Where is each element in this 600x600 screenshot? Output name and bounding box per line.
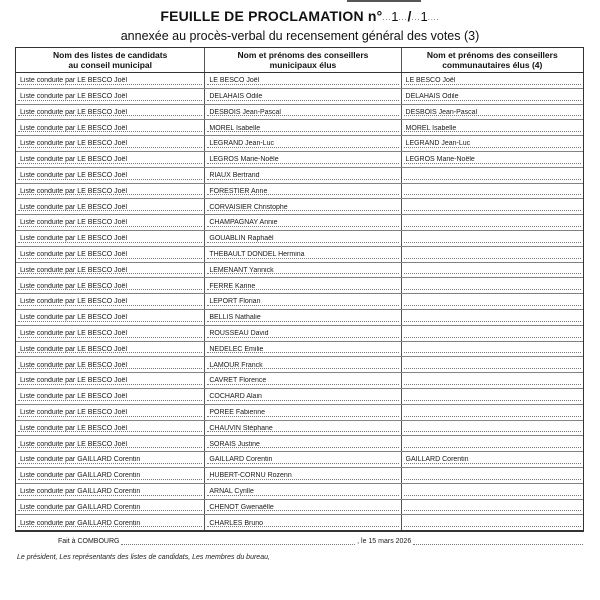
dotted-fill-line [413, 544, 583, 545]
cell-liste [16, 278, 205, 293]
table-row [16, 294, 583, 310]
liste-name: Liste conduite par GAILLARD Corentin [20, 456, 141, 464]
cell-municipal [205, 247, 401, 262]
liste-name: Liste conduite par LE BESCO Joël [20, 377, 128, 385]
table-row [16, 436, 583, 452]
cell-municipal [205, 105, 401, 120]
conseiller-communautaire-name: LEGROS Marie-Noële [405, 156, 475, 164]
cell-municipal [205, 168, 401, 183]
table-row [16, 136, 583, 152]
cell-liste [16, 342, 205, 357]
cell-communautaire [402, 73, 583, 88]
page-subtitle: annexée au procès-verbal du recensement général des votes (3) [120, 29, 480, 43]
table-body [16, 73, 583, 530]
cell-communautaire [402, 247, 583, 262]
table-row [16, 247, 583, 263]
dotted-fill-line [404, 179, 581, 180]
cell-municipal [205, 484, 401, 499]
conseiller-municipal-name: CHAUVIN Stéphane [209, 424, 273, 432]
table-row [16, 199, 583, 215]
table-row [16, 263, 583, 279]
cell-liste [16, 247, 205, 262]
cell-municipal [205, 184, 401, 199]
cell-liste [16, 136, 205, 151]
dotted-fill-line [404, 210, 581, 211]
cell-communautaire [402, 184, 583, 199]
conseiller-municipal-name: FORESTIER Anne [209, 187, 268, 195]
dotted-fill-line [121, 544, 355, 545]
cell-municipal [205, 294, 401, 309]
cell-municipal [205, 357, 401, 372]
dotted-fill-line [404, 321, 581, 322]
cell-liste [16, 199, 205, 214]
cell-municipal [205, 500, 401, 515]
dotted-leader: ... [382, 15, 392, 22]
column-header-line: municipaux élus [269, 60, 337, 70]
cell-communautaire [402, 168, 583, 183]
cell-municipal [205, 421, 401, 436]
conseiller-communautaire-name: DESBOIS Jean-Pascal [405, 108, 478, 116]
table-row [16, 373, 583, 389]
dotted-leader: ... [411, 15, 421, 22]
dotted-fill-line [404, 352, 581, 353]
dotted-fill-line [404, 258, 581, 259]
column-header-line: Nom des listes de candidats [53, 50, 168, 60]
liste-name: Liste conduite par LE BESCO Joël [20, 156, 128, 164]
liste-name: Liste conduite par LE BESCO Joël [20, 93, 128, 101]
cell-communautaire [402, 89, 583, 104]
cell-liste [16, 73, 205, 88]
cell-communautaire [402, 452, 583, 467]
cell-municipal [205, 436, 401, 451]
dotted-fill-line [404, 273, 581, 274]
table-row [16, 389, 583, 405]
conseiller-municipal-name: BELLIS Nathalie [209, 314, 261, 322]
cell-communautaire [402, 326, 583, 341]
dotted-fill-line [404, 194, 581, 195]
cell-municipal [205, 515, 401, 530]
cell-liste [16, 389, 205, 404]
cell-liste [16, 168, 205, 183]
cell-liste [16, 326, 205, 341]
cell-communautaire [402, 357, 583, 372]
liste-name: Liste conduite par LE BESCO Joël [20, 409, 128, 417]
liste-name: Liste conduite par GAILLARD Corentin [20, 472, 141, 480]
conseiller-municipal-name: CORVAISIER Christophe [209, 203, 288, 211]
table-row [16, 152, 583, 168]
cell-communautaire [402, 263, 583, 278]
cell-municipal [205, 152, 401, 167]
table-row [16, 515, 583, 530]
table-row [16, 468, 583, 484]
conseiller-municipal-name: LEGRAND Jean-Luc [209, 140, 274, 148]
dotted-fill-line [404, 416, 581, 417]
table-row [16, 215, 583, 231]
column-header-municipaux [205, 48, 401, 72]
dotted-fill-line [404, 400, 581, 401]
conseiller-municipal-name: LEPORT Florian [209, 298, 261, 306]
dotted-fill-line [404, 479, 581, 480]
conseiller-municipal-name: CHAMPAGNAY Annie [209, 219, 278, 227]
conseiller-communautaire-name: DELAHAIS Odile [405, 93, 459, 101]
conseiller-municipal-name: DELAHAIS Odile [209, 93, 263, 101]
conseiller-municipal-name: ROUSSEAU David [209, 330, 269, 338]
cell-municipal [205, 468, 401, 483]
conseiller-communautaire-name: LE BESCO Joël [405, 77, 456, 85]
cell-liste [16, 120, 205, 135]
cell-municipal [205, 373, 401, 388]
cell-communautaire [402, 484, 583, 499]
liste-name: Liste conduite par LE BESCO Joël [20, 345, 128, 353]
cell-municipal [205, 215, 401, 230]
cell-liste [16, 405, 205, 420]
cell-liste [16, 515, 205, 530]
title-text: FEUILLE DE PROCLAMATION n° [160, 8, 383, 24]
cell-communautaire [402, 105, 583, 120]
dotted-fill-line [404, 510, 581, 511]
liste-name: Liste conduite par LE BESCO Joël [20, 393, 128, 401]
column-header-line: communautaires élus (4) [442, 60, 543, 70]
dotted-fill-line [404, 337, 581, 338]
dotted-fill-line [404, 384, 581, 385]
cell-liste [16, 215, 205, 230]
page-title [0, 8, 600, 24]
conseiller-municipal-name: DESBOIS Jean-Pascal [209, 108, 281, 116]
table-row [16, 278, 583, 294]
cell-liste [16, 294, 205, 309]
liste-name: Liste conduite par LE BESCO Joël [20, 266, 128, 274]
liste-name: Liste conduite par LE BESCO Joël [20, 219, 128, 227]
table-row [16, 184, 583, 200]
column-header-communautaires [402, 48, 583, 72]
table-row [16, 310, 583, 326]
table-row [16, 168, 583, 184]
dotted-fill-line [404, 226, 581, 227]
conseiller-municipal-name: POREE Fabienne [209, 409, 266, 417]
cell-communautaire [402, 278, 583, 293]
dotted-leader: .... [427, 15, 440, 22]
cell-liste [16, 184, 205, 199]
cell-liste [16, 468, 205, 483]
sheet-number-2: 1 [420, 9, 428, 24]
conseiller-municipal-name: LE BESCO Joël [209, 77, 260, 85]
table-row [16, 357, 583, 373]
liste-name: Liste conduite par GAILLARD Corentin [20, 488, 141, 496]
conseiller-municipal-name: ARNAL Cyrille [209, 488, 254, 496]
table-row [16, 342, 583, 358]
conseiller-municipal-name: LEMENANT Yannick [209, 266, 274, 274]
cell-municipal [205, 452, 401, 467]
cell-municipal [205, 263, 401, 278]
conseiller-municipal-name: THEBAULT DONDEL Hermina [209, 251, 305, 259]
liste-name: Liste conduite par LE BESCO Joël [20, 140, 128, 148]
liste-name: Liste conduite par LE BESCO Joël [20, 314, 128, 322]
conseiller-municipal-name: CHARLES Bruno [209, 519, 264, 527]
conseiller-municipal-name: FERRE Karine [209, 282, 256, 290]
liste-name: Liste conduite par LE BESCO Joël [20, 172, 128, 180]
cell-liste [16, 231, 205, 246]
dotted-fill-line [404, 495, 581, 496]
liste-name: Liste conduite par LE BESCO Joël [20, 361, 128, 369]
liste-name: Liste conduite par LE BESCO Joël [20, 440, 128, 448]
cell-municipal [205, 326, 401, 341]
liste-name: Liste conduite par LE BESCO Joël [20, 108, 128, 116]
cell-communautaire [402, 215, 583, 230]
cell-liste [16, 152, 205, 167]
cell-communautaire [402, 310, 583, 325]
cell-municipal [205, 89, 401, 104]
table-row [16, 500, 583, 516]
liste-name: Liste conduite par LE BESCO Joël [20, 124, 128, 132]
table-header-row [16, 48, 583, 73]
cell-municipal [205, 73, 401, 88]
liste-name: Liste conduite par LE BESCO Joël [20, 77, 128, 85]
signatures-caption: Le président, Les représentants des listes de candidats, Les membres du bureau, [17, 554, 270, 561]
cell-liste [16, 452, 205, 467]
conseiller-communautaire-name: LEGRAND Jean-Luc [405, 140, 471, 148]
table-row [16, 120, 583, 136]
column-header-line: Nom et prénoms des conseillers [426, 50, 558, 60]
fait-a-line [58, 535, 583, 546]
conseiller-municipal-name: RIAUX Bertrand [209, 172, 260, 180]
sheet-number-separator: / [407, 8, 412, 24]
cell-liste [16, 105, 205, 120]
cell-liste [16, 89, 205, 104]
liste-name: Liste conduite par LE BESCO Joël [20, 424, 128, 432]
conseiller-communautaire-name: GAILLARD Corentin [405, 456, 469, 464]
dotted-fill-line [404, 447, 581, 448]
cell-communautaire [402, 294, 583, 309]
table-row [16, 405, 583, 421]
table-row [16, 452, 583, 468]
cell-municipal [205, 405, 401, 420]
liste-name: Liste conduite par GAILLARD Corentin [20, 503, 141, 511]
conseiller-municipal-name: LEGROS Marie-Noële [209, 156, 279, 164]
top-rule-line [347, 0, 421, 2]
cell-communautaire [402, 515, 583, 530]
dotted-fill-line [404, 431, 581, 432]
cell-municipal [205, 389, 401, 404]
liste-name: Liste conduite par LE BESCO Joël [20, 251, 128, 259]
table-row [16, 105, 583, 121]
sheet-number-1: 1 [391, 9, 399, 24]
conseiller-communautaire-name: MOREL Isabelle [405, 124, 457, 132]
table-row [16, 73, 583, 89]
cell-communautaire [402, 120, 583, 135]
cell-municipal [205, 278, 401, 293]
conseiller-municipal-name: CAVRET Florence [209, 377, 267, 385]
cell-communautaire [402, 421, 583, 436]
table-row [16, 484, 583, 500]
cell-communautaire [402, 500, 583, 515]
table-row [16, 326, 583, 342]
cell-liste [16, 436, 205, 451]
conseiller-municipal-name: NEDELEC Emilie [209, 345, 264, 353]
conseiller-municipal-name: SORAIS Justine [209, 440, 260, 448]
liste-name: Liste conduite par LE BESCO Joël [20, 203, 128, 211]
dotted-fill-line [404, 289, 581, 290]
liste-name: Liste conduite par LE BESCO Joël [20, 187, 128, 195]
dotted-fill-line [404, 526, 581, 527]
liste-name: Liste conduite par LE BESCO Joël [20, 330, 128, 338]
cell-municipal [205, 136, 401, 151]
cell-liste [16, 310, 205, 325]
liste-name: Liste conduite par LE BESCO Joël [20, 298, 128, 306]
table-row [16, 421, 583, 437]
cell-communautaire [402, 389, 583, 404]
cell-liste [16, 500, 205, 515]
column-header-line: Nom et prénoms des conseillers [237, 50, 369, 60]
cell-communautaire [402, 152, 583, 167]
cell-liste [16, 484, 205, 499]
cell-liste [16, 373, 205, 388]
date-label: , le 15 mars 2026 [357, 538, 412, 545]
cell-communautaire [402, 373, 583, 388]
conseiller-municipal-name: LAMOUR Franck [209, 361, 263, 369]
cell-communautaire [402, 468, 583, 483]
conseiller-municipal-name: GAILLARD Corentin [209, 456, 273, 464]
conseiller-municipal-name: MOREL Isabelle [209, 124, 261, 132]
cell-municipal [205, 120, 401, 135]
column-header-line: au conseil municipal [68, 60, 152, 70]
dotted-fill-line [404, 368, 581, 369]
cell-communautaire [402, 136, 583, 151]
liste-name: Liste conduite par LE BESCO Joël [20, 282, 128, 290]
liste-name: Liste conduite par GAILLARD Corentin [20, 519, 141, 527]
cell-liste [16, 421, 205, 436]
conseiller-municipal-name: GOUABLIN Raphaël [209, 235, 274, 243]
conseiller-municipal-name: COCHARD Alain [209, 393, 262, 401]
cell-liste [16, 357, 205, 372]
cell-municipal [205, 199, 401, 214]
proclamation-table [15, 47, 584, 532]
column-header-listes [16, 48, 205, 72]
liste-name: Liste conduite par LE BESCO Joël [20, 235, 128, 243]
cell-communautaire [402, 405, 583, 420]
fait-a-label: Fait à COMBOURG [58, 538, 120, 545]
cell-municipal [205, 310, 401, 325]
cell-communautaire [402, 199, 583, 214]
dotted-fill-line [404, 305, 581, 306]
cell-municipal [205, 342, 401, 357]
conseiller-municipal-name: CHENOT Gwenaëlle [209, 503, 274, 511]
cell-communautaire [402, 231, 583, 246]
table-row [16, 89, 583, 105]
conseiller-municipal-name: HUBERT-CORNU Rozenn [209, 472, 292, 480]
dotted-leader: ... [398, 15, 408, 22]
cell-communautaire [402, 436, 583, 451]
cell-municipal [205, 231, 401, 246]
cell-communautaire [402, 342, 583, 357]
table-row [16, 231, 583, 247]
cell-liste [16, 263, 205, 278]
dotted-fill-line [404, 242, 581, 243]
